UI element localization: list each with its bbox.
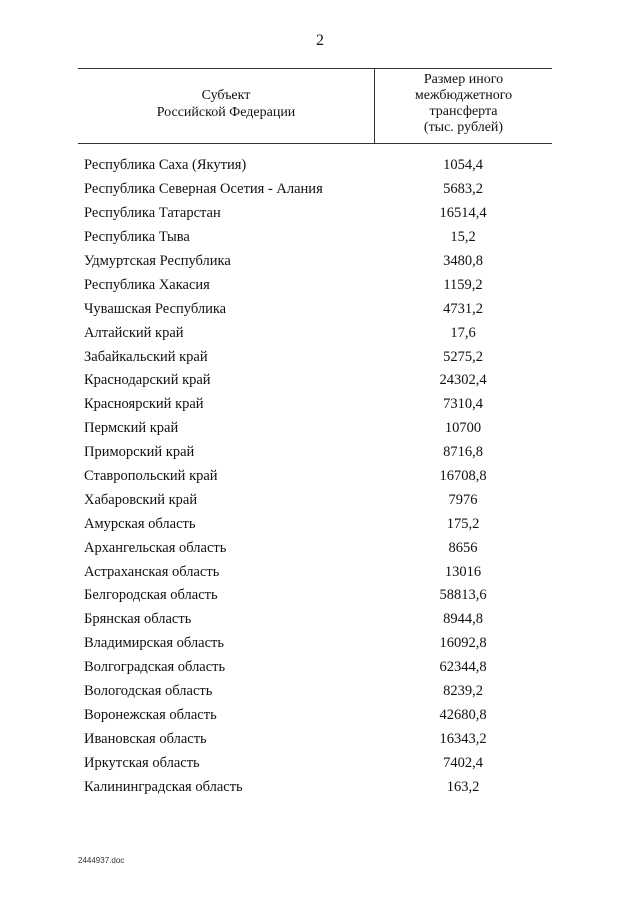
header-amount xyxy=(375,72,552,136)
table-row xyxy=(84,751,552,775)
table-row xyxy=(84,154,552,178)
table-row xyxy=(84,345,552,369)
transfer-amount: 16708,8 xyxy=(439,468,487,485)
header-amount-line2: межбюджетного xyxy=(414,88,513,103)
subject-name: Республика Тыва xyxy=(84,229,190,246)
subject-name: Красноярский край xyxy=(84,396,204,413)
transfer-amount: 8716,8 xyxy=(443,444,483,461)
subject-name: Астраханская область xyxy=(84,563,220,580)
subject-name: Приморский край xyxy=(84,444,195,461)
subject-name: Удмуртская Республика xyxy=(84,253,231,269)
transfer-amount: 1159,2 xyxy=(443,276,483,293)
table-row xyxy=(84,297,552,321)
transfer-amount: 7402,4 xyxy=(443,754,483,771)
subject-name: Иркутская область xyxy=(84,754,200,771)
transfer-amount: 24302,4 xyxy=(439,372,487,389)
transfer-amount: 16343,2 xyxy=(439,730,487,747)
transfer-amount: 1054,4 xyxy=(443,157,483,174)
subject-name: Ивановская область xyxy=(84,730,207,747)
subject-name: Белгородская область xyxy=(84,587,218,604)
table-row xyxy=(84,727,552,751)
table-row xyxy=(84,608,552,632)
subject-name: Амурская область xyxy=(84,515,196,532)
table-row xyxy=(84,465,552,489)
transfer-amount: 62344,8 xyxy=(439,659,487,676)
table-row xyxy=(84,273,552,297)
table-row xyxy=(84,488,552,512)
transfer-amount: 16514,4 xyxy=(439,205,487,222)
header-subject-line1: Субъект xyxy=(201,88,251,103)
transfer-amount: 163,2 xyxy=(446,778,480,795)
transfer-amount: 5275,2 xyxy=(443,348,483,365)
table-row xyxy=(84,441,552,465)
header-amount-line3: трансферта xyxy=(429,104,498,119)
table-header xyxy=(78,68,552,144)
subject-name: Алтайский край xyxy=(84,324,184,341)
document-footer: 2444937.doc xyxy=(78,856,125,865)
transfer-amount: 13016 xyxy=(444,563,482,580)
transfer-amount: 8239,2 xyxy=(443,683,483,700)
transfer-amount: 15,2 xyxy=(450,229,476,246)
header-subject-line2: Российской Федерации xyxy=(156,105,296,120)
transfer-amount: 8656 xyxy=(448,539,478,556)
table-row xyxy=(84,536,552,560)
subject-name: Калининградская область xyxy=(84,778,243,795)
table-body xyxy=(84,154,552,799)
transfer-amount: 5683,2 xyxy=(443,181,483,198)
transfer-amount: 4731,2 xyxy=(443,300,483,317)
table-row xyxy=(84,369,552,393)
subject-name: Республика Татарстан xyxy=(84,205,221,222)
table-row xyxy=(84,632,552,656)
transfer-amount: 17,6 xyxy=(450,324,476,341)
table-row xyxy=(84,703,552,727)
table-row xyxy=(84,560,552,584)
subject-name: Республика Хакасия xyxy=(84,276,210,293)
table-row xyxy=(84,226,552,250)
transfer-amount: 58813,6 xyxy=(439,587,487,604)
table-row xyxy=(84,512,552,536)
subject-name: Республика Саха (Якутия) xyxy=(84,157,247,174)
table-row xyxy=(84,250,552,274)
subject-name: Владимирская область xyxy=(84,635,224,652)
subject-name: Республика Северная Осетия - Алания xyxy=(84,181,323,198)
table-row xyxy=(84,202,552,226)
table-row xyxy=(84,775,552,799)
table-row xyxy=(84,417,552,441)
transfer-amount: 7310,4 xyxy=(443,396,483,413)
subject-name: Архангельская область xyxy=(84,539,227,556)
header-amount-line4: (тыс. рублей) xyxy=(423,120,504,135)
subject-name: Пермский край xyxy=(84,420,179,437)
transfer-amount: 10700 xyxy=(444,420,482,437)
subject-name: Ставропольский край xyxy=(84,468,218,485)
subject-name: Вологодская область xyxy=(84,683,213,700)
subject-name: Краснодарский край xyxy=(84,372,211,389)
table-row xyxy=(84,656,552,680)
subject-name: Забайкальский край xyxy=(84,348,208,365)
transfer-amount: 8944,8 xyxy=(443,611,483,628)
table-row xyxy=(84,680,552,704)
transfer-amount: 16092,8 xyxy=(439,635,487,652)
page-number: 2 xyxy=(316,32,324,49)
subject-name: Волгоградская область xyxy=(84,659,226,676)
table-row xyxy=(84,178,552,202)
table-row xyxy=(84,584,552,608)
subject-name: Чувашская Республика xyxy=(84,300,227,317)
transfer-amount: 175,2 xyxy=(446,515,480,532)
table-row xyxy=(84,393,552,417)
transfer-amount: 7976 xyxy=(448,491,478,508)
table-row xyxy=(84,321,552,345)
transfer-amount: 3480,8 xyxy=(443,253,483,269)
transfer-amount: 42680,8 xyxy=(439,706,487,723)
header-amount-line1: Размер иного xyxy=(423,72,504,87)
subject-name: Брянская область xyxy=(84,611,192,628)
subject-name: Воронежская область xyxy=(84,706,217,723)
header-subject xyxy=(78,87,374,121)
subject-name: Хабаровский край xyxy=(84,491,198,508)
